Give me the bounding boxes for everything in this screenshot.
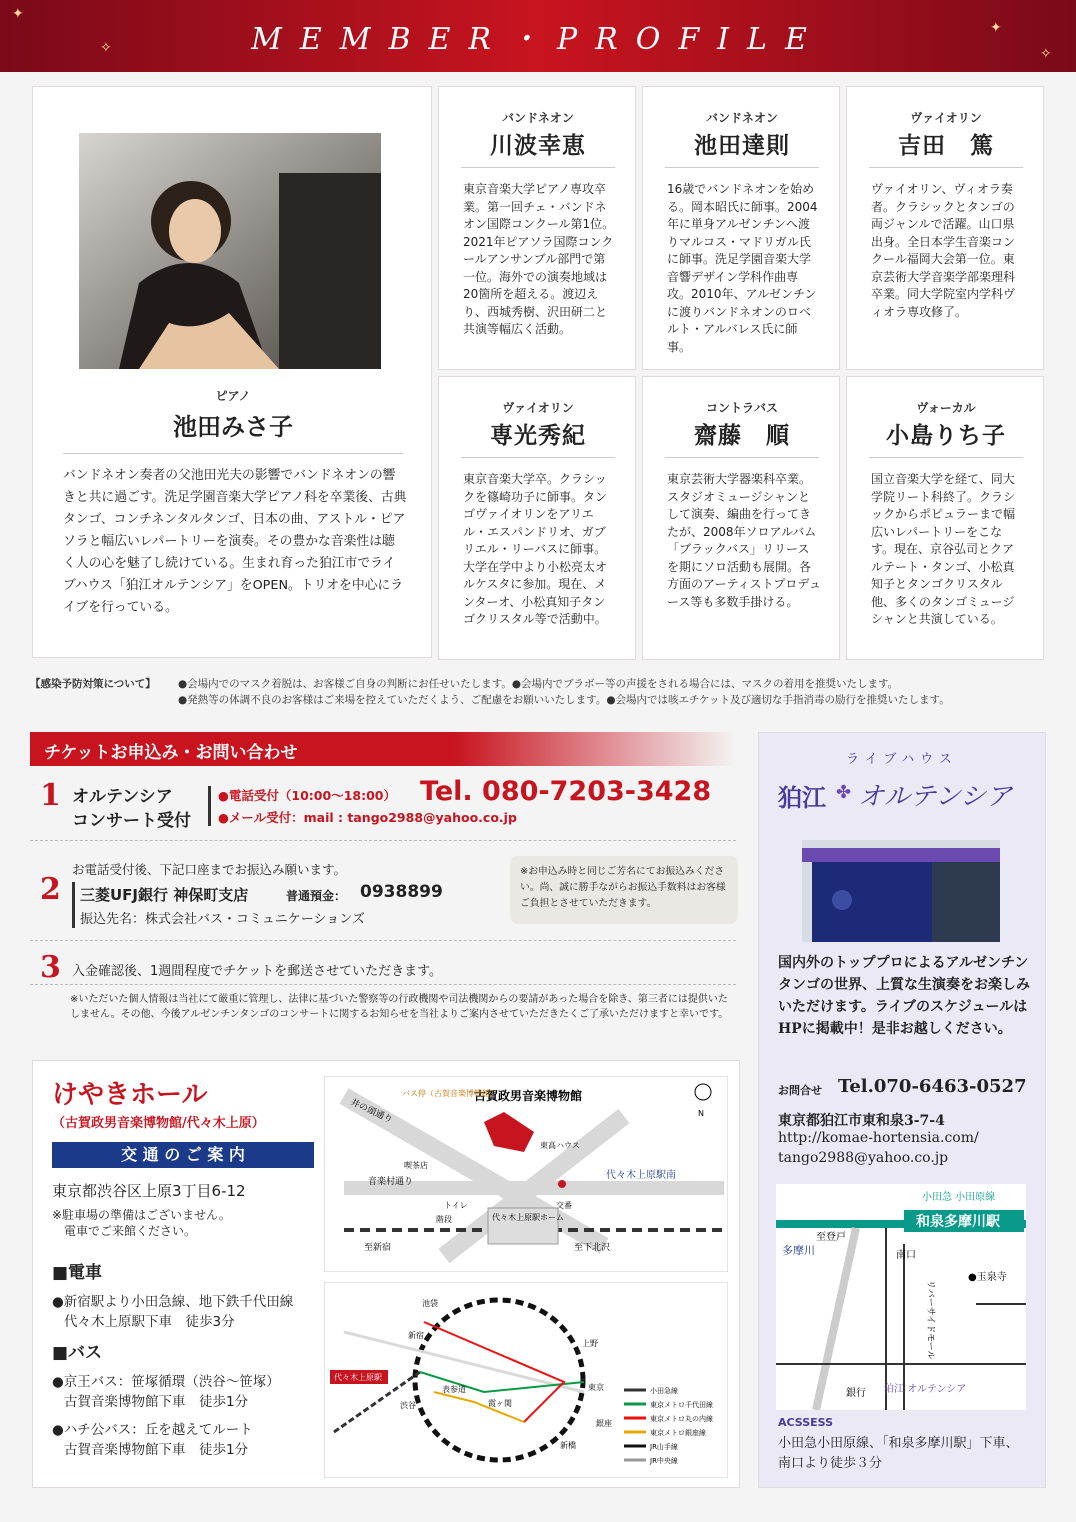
venue-address: 東京都渋谷区上原3丁目6-12 [52,1182,246,1200]
map-label-road2: 音楽村通り [368,1177,414,1187]
map-label-platform: 代々木上原駅ホーム [492,1213,564,1222]
legend-label: 小田急線 [650,1387,678,1395]
step-3-number: 3 [40,950,61,985]
member-role: ヴァイオリン [910,111,982,125]
map-label-restroom: トイレ [444,1201,468,1210]
venue-name: けやきホール [52,1080,208,1110]
livehouse-phone[interactable]: Tel.070-6463-0527 [838,1076,1027,1097]
member-card [846,86,1044,370]
bus-2a: ●ハチ公バス：丘を越えてルート [52,1422,253,1438]
member-name: 川波幸恵 [490,132,586,159]
member-card [846,376,1044,660]
privacy-notice: ※いただいた個人情報は当社にて厳重に管理し、法律に基づいた警察等の行政機関や司法機関からの要請があった場合を除き、第三者には提供いたしません。その他、今後アルゼンチンタンゴのコンサートに関するお知らせを当社よりご案内させていただきたくご了承いただけますと幸いです。 [70,994,729,1020]
divider [461,167,615,168]
divider [72,882,75,928]
step-1-title-2: コンサート受付 [72,811,191,831]
rail-network-map [324,1282,728,1478]
member-name: 池田達則 [694,132,790,159]
divider [869,167,1023,168]
divider [208,786,211,826]
member-bio: バンドネオン奏者の父池田光夫の影響でバンドネオンの響きと共に過ごす。洗足学園音楽大学ピアノ科を卒業後、古典タンゴ、コンチネンタルタンゴ、日本の曲、アストル・ピアソラと幅広いレパートリーを演奏。その豊かな音楽性は聴く人の心を魅了し続けている。生まれ育った狛江市でライブハウス「狛江オルテンシア」をOPEN。トリオを中心にライブを行っている。 [63,468,407,615]
sparkle-icon: ✦ [990,20,1002,36]
map-label-station: 和泉多摩川駅 [916,1214,1000,1230]
legend-label: JR山手線 [650,1443,678,1451]
map-label-shop: 狛江 オルテンシア [884,1384,967,1395]
livehouse-url[interactable]: http://komae-hortensia.com/ [778,1130,979,1146]
member-role: バンドネオン [706,111,778,125]
access-text-1: 小田急小田原線、「和泉多摩川駅」下車、 [778,1436,1019,1451]
sparkle-icon: ✧ [1040,46,1052,62]
banner-title: MEMBER・PROFILE [251,22,825,57]
bank-name: 三菱UFJ銀行 神保町支店 [80,886,249,904]
map-label-riverside: リバーサイドモール [925,1280,935,1360]
member-name: 専光秀紀 [490,422,586,449]
livehouse-name-1: 狛江 [778,783,826,812]
map-label-tokyo: 東京 [588,1383,604,1392]
member-bio: 東京芸術大学器楽科卒業。スタジオミュージシャンとして演奏、編曲を行ってきたが、2008年ソロアルバム「ブラックバス」リリースを期にソロ活動も展開。各方面のアーティストプロデュース等も多数手掛ける。 [667,472,821,609]
divider [665,167,819,168]
legend-label: 東京メトロ丸の内線 [650,1415,713,1423]
map-label-bus-stop: バス停（古賀音楽博物館） [402,1089,498,1098]
livehouse-kicker: ライブハウス [846,752,958,767]
step-1-title-1: オルテンシア [72,787,173,807]
map-label-road1: 井の頭通り [348,1097,394,1126]
bus-heading: ■バス [52,1343,103,1363]
map-label-ginza: 銀座 [596,1419,612,1428]
member-bio: ヴァイオリン、ヴィオラ奏者。クラシックとタンゴの両ジャンルで活躍。山口県出身。全日本学生音楽コンクール福岡大会第一位。東京芸術大学音楽学部楽理科卒業。同大学院室内学科ヴィオラ専攻修了。 [871,182,1016,319]
map-label-station-south: 代々木上原駅南 [606,1170,676,1181]
map-label-line: 小田急 小田原線 [922,1192,996,1203]
member-card [438,376,636,660]
email-link[interactable]: ●メール受付：mail : tango2988@yahoo.co.jp [218,810,517,825]
livehouse-address: 東京都狛江市東和泉3-7-4 [778,1113,945,1129]
ticket-header: チケットお申込み・お問い合わせ [44,743,298,763]
map-label-shibuya: 渋谷 [400,1401,416,1410]
account-label: 普通預金： [286,889,347,903]
train-heading: ■電車 [52,1263,103,1283]
access-heading: ACSSESS [778,1416,834,1429]
map-label-shinjuku: 新宿 [408,1331,424,1340]
map-label-to-shimokita: 至下北沢 [574,1243,611,1253]
flower-icon: ✤ [836,782,852,803]
map-label-south-exit: 南口 [896,1250,916,1261]
member-bio: 国立音楽大学を経て、同大学院リート科終了。クラシックからポピュラーまで幅広いレパートリーをこなす。現在、京谷弘司とクアルテート・タンゴ、小松真知子とタンゴクリスタル他、多くのタンゴミュージシャンと共演している。 [871,472,1016,626]
pianist-photo [79,133,381,369]
infection-line-2: ●発熱等の体調不良のお客様はご来場を控えていただくよう、ご配慮をお願いいたします。●会場内では咳エチケット及び適切な手指消毒の励行を推奨いたします。 [178,694,950,706]
map-label-shitoshido: 至登戸 [816,1232,846,1243]
map-label-kasumigaseki: 霞ヶ関 [488,1399,512,1408]
parking-note-2: 電車でご来館ください。 [64,1224,197,1238]
contact-label: お問合せ [778,1084,822,1097]
divider [869,457,1023,458]
parking-note-1: ※駐車場の準備はございません。 [52,1208,231,1222]
member-name: 齋藤 順 [694,422,790,449]
divider [30,840,736,841]
member-name: 池田みさ子 [173,412,293,441]
map-label-kouban: 交番 [556,1201,572,1210]
map-label-kissa: 喫茶店 [404,1161,428,1170]
step-3-text: 入金確認後、1週間程度でチケットを郵送させていただきます。 [72,964,443,979]
train-line-2: 代々木上原駅下車 徒歩3分 [64,1314,235,1330]
map-label-ikebukuro: 池袋 [422,1299,438,1308]
infection-line-1: ●会場内でのマスク着脱は、お客様ご自身の判断にお任せいたします。●会場内でブラボー等の声援をされる場合には、マスクの着用を推奨いたします。 [178,678,899,690]
map-label-omotesando: 表参道 [442,1385,466,1394]
member-role: ヴァイオリン [502,401,574,415]
main-member-card [32,86,432,658]
map-label-gyokusenji: ●玉泉寺 [968,1272,1007,1283]
livehouse-desc: 国内外のトッププロによるアルゼンチンタンゴの世界、上質な生演奏をお楽しみいただけます。ライブのスケジュールはHPに掲載中！是非お越しください。 [778,955,1030,1037]
phone-number[interactable]: Tel. 080-7203-3428 [420,776,712,807]
legend-label: 東京メトロ千代田線 [650,1401,713,1409]
member-bio: 16歳でバンドネオンを始める。岡本昭氏に師事。2004年に単身アルゼンチンへ渡りマルコス・マドリガル氏に師事。洗足学園音楽大学音響デザイン学科作曲専攻。2010年、アルゼンチンに渡りバンドネオンのロベルト・アルバレス氏に師事。 [667,182,818,354]
member-name: 吉田 篤 [898,132,994,159]
member-role: コントラバス [705,401,778,415]
map-label-ueno: 上野 [582,1339,598,1348]
bus-1b: 古賀音楽博物館下車 徒歩1分 [64,1394,249,1410]
map-label-bank: 銀行 [846,1388,866,1399]
divider [30,984,736,985]
divider [63,453,403,454]
livehouse-name-2: オルテンシア [858,782,1013,812]
member-card [642,86,840,370]
member-name: 小島りち子 [886,422,1006,449]
map-label-kaidan: 階段 [436,1215,452,1224]
map-label-yoyogi: 代々木上原駅 [334,1373,382,1382]
livehouse-map [776,1184,1026,1410]
bus-1a: ●京王バス：笹塚循環（渋谷〜笹塚） [52,1374,280,1390]
venue-sub: （古賀政男音楽博物館/代々木上原） [52,1116,265,1131]
map-label-north: N [698,1109,704,1118]
access-bar: 交 通 の ご 案 内 [52,1142,314,1168]
member-card [438,86,636,370]
account-number: 0938899 [360,882,443,902]
payee-name: 振込先名：株式会社バス・コミュニケーションズ [80,912,365,927]
transfer-note: ※お申込み時と同じご芳名にてお振込みください。尚、誠に勝手ながらお振込手数料はお客様ご負担とさせていただきます。 [510,856,738,924]
train-line-1: ●新宿駅より小田急線、地下鉄千代田線 [52,1294,294,1310]
map-label-museum: 古賀政男音楽博物館 [474,1089,583,1103]
sparkle-icon: ✦ [12,6,24,22]
member-card [642,376,840,660]
infection-label: 【感染予防対策について】 [30,678,156,690]
member-role: ヴォーカル [916,401,976,415]
livehouse-photo [802,840,1000,942]
legend-label: 東京メトロ銀座線 [650,1429,706,1437]
access-text-2: 南口より徒歩３分 [778,1456,883,1471]
livehouse-email[interactable]: tango2988@yahoo.co.jp [778,1150,949,1166]
step-2-number: 2 [40,872,61,907]
member-bio: 東京音楽大学卒。クラシックを篠崎功子に師事。タンゴヴァイオリンをアリエル・エスパンドリオ、ガブリエル・リーバスに師事。大学在学中より小松亮太オルケスタに参加。現在、メンターオ、小松真知子タンゴクリスタル等で活動中。 [463,472,608,626]
map-label-river: 多摩川 [782,1244,815,1257]
map-label-to-shinjuku: 至新宿 [364,1243,392,1253]
step-1-number: 1 [40,778,61,813]
member-bio: 東京音楽大学ピアノ専攻卒業。第一回チェ・バンドネオン国際コンクール第1位。2021年ピアソラ国際コンクールアンサンブル部門で第一位。海外での演奏地域は20箇所を超える。渡辺えり、西城秀樹、沢田研二と共演等幅広く活動。 [463,182,615,336]
divider [665,457,819,458]
map-label-shinbashi: 新橋 [560,1441,576,1450]
phone-hours: ●電話受付（10:00〜18:00） [218,788,396,803]
legend-label: JR中央線 [650,1457,678,1465]
map-label-tokyu: 東高ハウス [540,1141,580,1150]
member-role: ピアノ [215,389,251,403]
sparkle-icon: ✧ [100,40,112,56]
member-role: バンドネオン [502,111,574,125]
venue-area-map [324,1076,728,1272]
divider [30,940,736,941]
step-2-lead: お電話受付後、下記口座までお振込み願います。 [72,862,347,877]
bus-2b: 古賀音楽博物館下車 徒歩1分 [64,1442,249,1458]
divider [461,457,615,458]
